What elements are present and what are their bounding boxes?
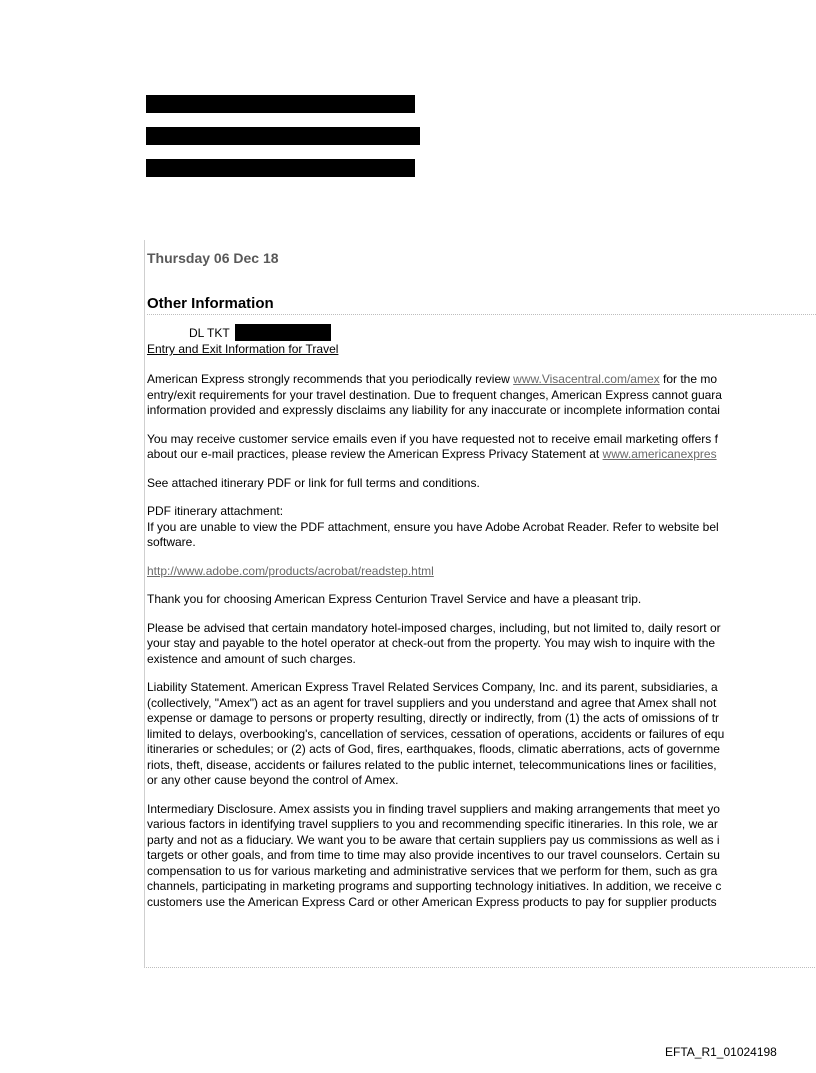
paragraph-thanks: Thank you for choosing American Express Centurion Travel Service and have a pleasant trip.: [147, 592, 642, 606]
paragraph-visa: American Express strongly recommends that you periodically review www.Visacentral.com/amex for the mo entry/exit requirements for your travel destination. Due to frequent changes, American Express cannot guara information provided and expressly disclaims any liability for any inaccurate or incomplete information contai: [147, 372, 722, 417]
section-divider: [147, 314, 816, 315]
ticket-label: DL TKT: [189, 326, 230, 340]
paragraph-pdf: PDF itinerary attachment: If you are unable to view the PDF attachment, ensure you have Adobe Acrobat Reader. Refer to website bel software.: [147, 504, 719, 549]
section-title: Other Information: [147, 295, 274, 312]
document-id: EFTA_R1_01024198: [665, 1045, 777, 1059]
paragraph-intermediary: Intermediary Disclosure. Amex assists you in finding travel suppliers and making arrangements that meet yo various factors in identifying travel suppliers to you and recommending specific itineraries. In this role, we ar party and not as a fiduciary. We want you to be aware that certain suppliers pay us commissions as well as i targets or other goals, and from time to time may also provide incentives to our travel counselors. Certain su compensation to us for various marketing and administrative services that we perform for them, such as gra channels, participating in marketing programs and supporting technology initiatives. In addition, we receive c customers use the American Express Card or other American Express products to pay for supplier products: [147, 801, 722, 909]
document-body: [147, 372, 816, 923]
redacted-block-1: [146, 95, 415, 113]
paragraph-adobe-link: [147, 564, 816, 580]
date-header: Thursday 06 Dec 18: [147, 250, 279, 266]
adobe-link[interactable]: http://www.adobe.com/products/acrobat/readstep.html: [147, 563, 434, 578]
paragraph-terms: See attached itinerary PDF or link for full terms and conditions.: [147, 475, 480, 490]
ticket-line: [189, 324, 331, 341]
privacy-link[interactable]: www.americanexpres: [602, 447, 717, 461]
entry-exit-title: Entry and Exit Information for Travel: [147, 342, 339, 356]
paragraph-hotel-charges: Please be advised that certain mandatory hotel-imposed charges, including, but not limited to, daily resort or your stay and payable to the hotel operator at check-out from the property. You may wish to inquire with the existence and amount of such charges.: [147, 620, 721, 666]
paragraph-liability: Liability Statement. American Express Travel Related Services Company, Inc. and its parent, subsidiaries, a (collectively, "Amex") act as an agent for travel suppliers and you understand and agree that Amex shall not expense or damage to persons or property resulting, directly or indirectly, from (1) the acts of omissions of tr limited to delays, overbooking's, cancellation of services, cessation of operations, accidents or failures of equ itineraries or schedules; or (2) acts of God, fires, earthquakes, floods, climatic aberrations, acts of governme riots, theft, disease, accidents or failures related to the public internet, telecommunications lines or facilities, or any other cause beyond the control of Amex.: [147, 680, 725, 787]
visacentral-link[interactable]: www.Visacentral.com/amex: [513, 372, 660, 386]
redacted-ticket-number: [235, 324, 331, 341]
redacted-block-2: [146, 127, 420, 145]
paragraph-email: You may receive customer service emails even if you have requested not to receive email marketing offers f about our e-mail practices, please review the American Express Privacy Statement at www.americanexpres: [147, 431, 718, 461]
redacted-block-3: [146, 159, 415, 177]
